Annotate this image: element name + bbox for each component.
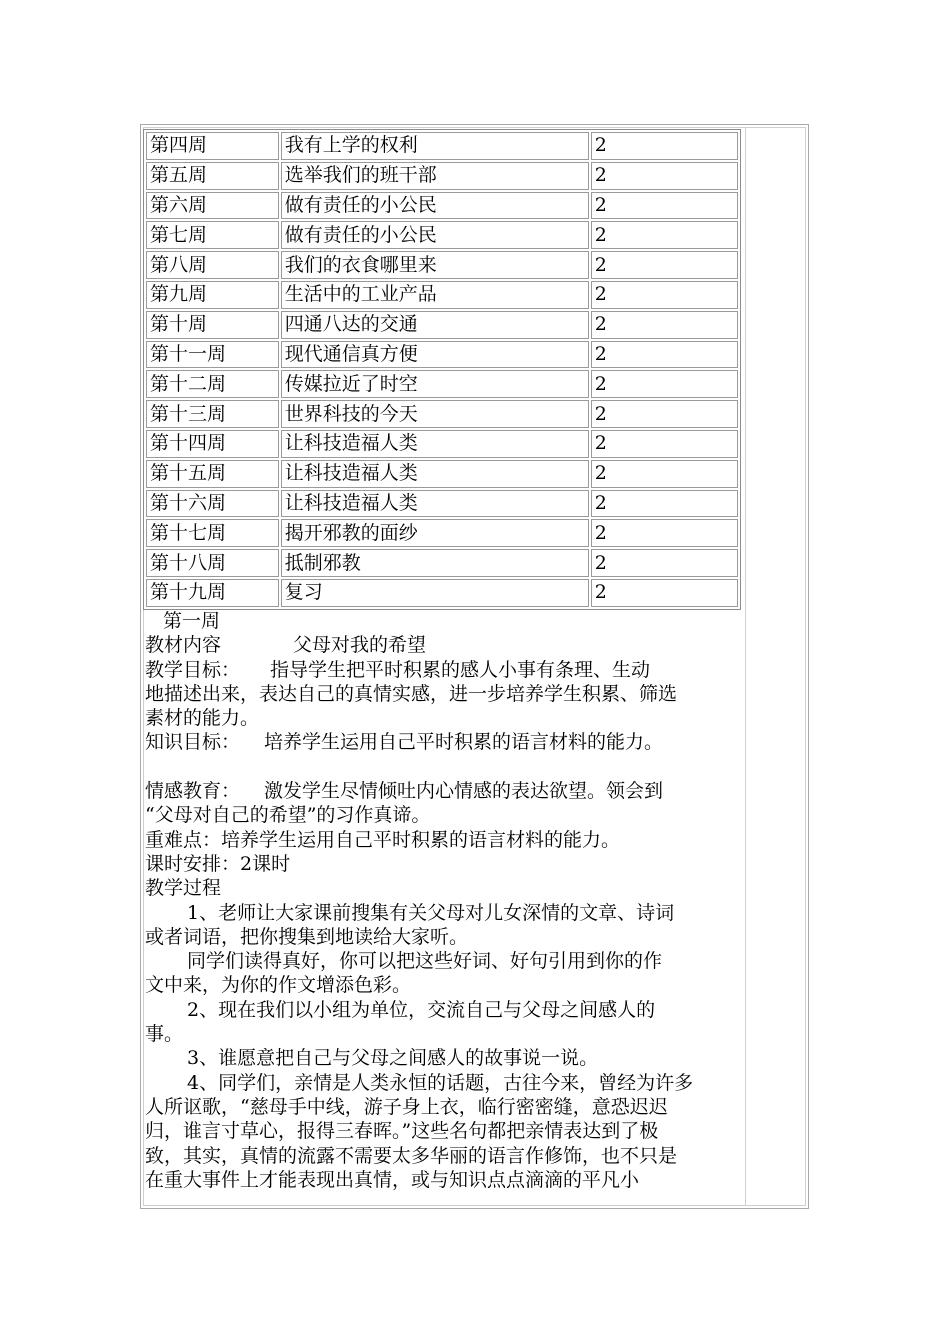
goal-label: 教学目标：	[145, 658, 241, 681]
lesson-title-cell: 传媒拉近了时空	[281, 370, 589, 398]
hours-cell: 2	[591, 162, 738, 190]
lesson-title-cell: 生活中的工业产品	[281, 281, 589, 309]
hours-cell: 2	[591, 311, 738, 339]
table-row	[146, 490, 738, 518]
week-cell: 第十六周	[146, 490, 279, 518]
goal-text-2: 地描述出来，表达自己的真情实感，进一步培养学生积累、筛选	[145, 682, 678, 705]
material-line	[145, 633, 745, 657]
process-step-5: 4、同学们，亲情是人类永恒的话题，古往今来，曾经为许多	[187, 1071, 694, 1094]
table-row	[146, 162, 738, 190]
table-row	[146, 400, 738, 428]
hours-cell: 2	[591, 251, 738, 279]
hours-cell: 2	[591, 192, 738, 220]
process-step-1-cont: 或者词语，把你搜集到地读给大家听。	[145, 925, 469, 948]
hours-cell: 2	[591, 221, 738, 249]
process-step-4: 3、谁愿意把自己与父母之间感人的故事说一说。	[187, 1047, 599, 1070]
difficulty-line: 重难点：培养学生运用自己平时积累的语言材料的能力。	[145, 828, 621, 851]
hours-cell: 2	[591, 281, 738, 309]
table-row	[146, 519, 738, 547]
lesson-plan	[145, 609, 745, 1192]
week-cell: 第十三周	[146, 400, 279, 428]
knowledge-label: 知识目标：	[145, 731, 241, 754]
table-row	[146, 460, 738, 488]
week-cell: 第十五周	[146, 460, 279, 488]
hours-cell: 2	[591, 549, 738, 577]
table-row	[146, 370, 738, 398]
week-cell: 第十一周	[146, 341, 279, 369]
goal-line	[145, 658, 745, 682]
schedule-table-body	[146, 132, 738, 607]
process-step-3: 2、现在我们以小组为单位，交流自己与父母之间感人的	[187, 998, 656, 1021]
table-row	[146, 132, 738, 160]
blank-line	[145, 755, 745, 779]
lesson-title-cell: 揭开邪教的面纱	[281, 519, 589, 547]
week-cell: 第八周	[146, 251, 279, 279]
material-value: 父母对我的希望	[293, 634, 427, 657]
process-step-5-cont-1: 人所讴歌，“慈母手中线，游子身上衣，临行密密缝，意恐迟迟	[145, 1095, 668, 1118]
week-cell: 第十二周	[146, 370, 279, 398]
process-step-5-cont-2: 归，谁言寸草心，报得三春晖。”这些名句都把亲情表达到了极	[145, 1120, 659, 1143]
goal-text-3: 素材的能力。	[145, 707, 260, 730]
table-row	[146, 341, 738, 369]
hours-cell: 2	[591, 460, 738, 488]
process-step-5-cont-3: 致，其实，真情的流露不需要太多华丽的语言作修饰，也不只是	[145, 1144, 678, 1167]
process-heading: 教学过程	[145, 877, 222, 900]
week-cell: 第十周	[146, 311, 279, 339]
hours-cell: 2	[591, 490, 738, 518]
hours-cell: 2	[591, 132, 738, 160]
hours-cell: 2	[591, 341, 738, 369]
lesson-title-cell: 我们的衣食哪里来	[281, 251, 589, 279]
lesson-title-cell: 让科技造福人类	[281, 460, 589, 488]
hours-cell: 2	[591, 579, 738, 607]
week-cell: 第十四周	[146, 430, 279, 458]
lesson-title-cell: 让科技造福人类	[281, 430, 589, 458]
week-cell: 第七周	[146, 221, 279, 249]
process-step-2: 同学们读得真好，你可以把这些好词、好句引用到你的作	[187, 950, 663, 973]
weekly-schedule-table	[143, 129, 741, 610]
lesson-title-cell: 我有上学的权利	[281, 132, 589, 160]
week-heading: 第一周	[163, 610, 221, 632]
material-label: 教材内容	[145, 634, 222, 657]
knowledge-value: 培养学生运用自己平时积累的语言材料的能力。	[264, 731, 664, 754]
emotion-label: 情感教育：	[145, 780, 241, 803]
hours-cell: 2	[591, 400, 738, 428]
lesson-title-cell: 现代通信真方便	[281, 341, 589, 369]
lesson-title-cell: 做有责任的小公民	[281, 221, 589, 249]
lesson-title-cell: 做有责任的小公民	[281, 192, 589, 220]
lesson-title-cell: 复习	[281, 579, 589, 607]
table-row	[146, 430, 738, 458]
knowledge-line	[145, 730, 745, 754]
lesson-title-cell: 选举我们的班干部	[281, 162, 589, 190]
process-step-5-cont-4: 在重大事件上才能表现出真情，或与知识点点滴滴的平凡小	[145, 1168, 640, 1191]
week-cell: 第五周	[146, 162, 279, 190]
lesson-title-cell: 让科技造福人类	[281, 490, 589, 518]
week-cell: 第十九周	[146, 579, 279, 607]
week-cell: 第十七周	[146, 519, 279, 547]
table-row	[146, 221, 738, 249]
process-step-1: 1、老师让大家课前搜集有关父母对儿女深情的文章、诗词	[187, 901, 675, 924]
table-row	[146, 579, 738, 607]
hours-cell: 2	[591, 370, 738, 398]
emotion-line	[145, 779, 745, 803]
week-cell: 第四周	[146, 132, 279, 160]
frame-column-divider	[745, 127, 746, 1206]
lesson-title-cell: 世界科技的今天	[281, 400, 589, 428]
table-row	[146, 549, 738, 577]
emotion-text-2: “父母对自己的希望”的习作真谛。	[145, 804, 431, 827]
emotion-text-1: 激发学生尽情倾吐内心情感的表达欲望。领会到	[264, 780, 664, 803]
table-row	[146, 281, 738, 309]
hours-cell: 2	[591, 519, 738, 547]
lesson-title-cell: 四通八达的交通	[281, 311, 589, 339]
week-cell: 第九周	[146, 281, 279, 309]
week-cell: 第十八周	[146, 549, 279, 577]
week-cell: 第六周	[146, 192, 279, 220]
process-step-2-cont: 文中来，为你的作文增添色彩。	[145, 974, 412, 997]
goal-text-1: 指导学生把平时积累的感人小事有条理、生动	[270, 658, 651, 681]
lesson-title-cell: 抵制邪教	[281, 549, 589, 577]
table-row	[146, 251, 738, 279]
hours-cell: 2	[591, 430, 738, 458]
process-step-3-cont: 事。	[145, 1023, 184, 1046]
hours-line: 课时安排：2课时	[145, 852, 291, 875]
table-row	[146, 192, 738, 220]
table-row	[146, 311, 738, 339]
